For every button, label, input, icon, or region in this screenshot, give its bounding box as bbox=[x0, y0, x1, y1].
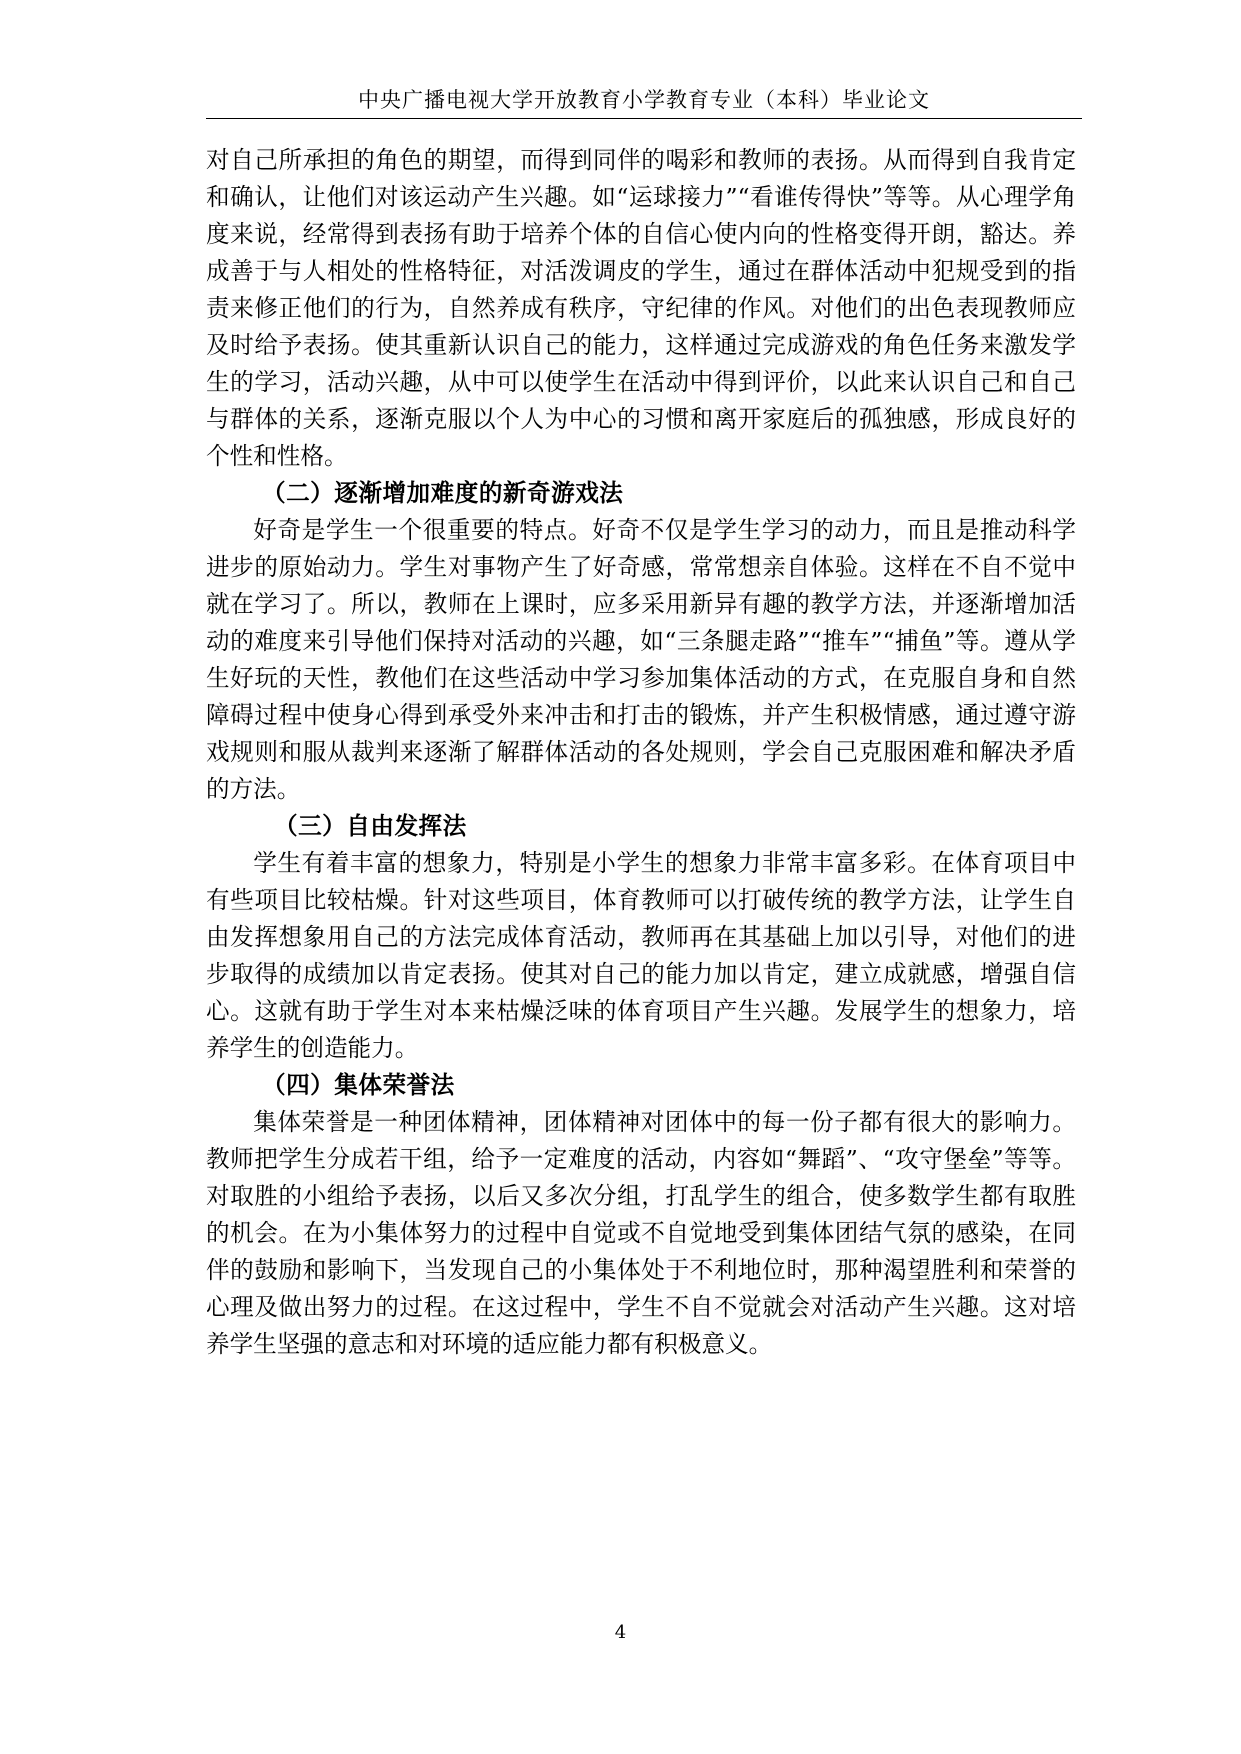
document-body bbox=[206, 142, 1076, 1363]
body-paragraph: 对自己所承担的角色的期望，而得到同伴的喝彩和教师的表扬。从而得到自我肯定和确认，让他们对该运动产生兴趣。如“运球接力”“看谁传得快”等等。从心理学角度来说，经常得到表扬有助于培养个体的自信心使内向的性格变得开朗，豁达。养成善于与人相处的性格特征，对活泼调皮的学生，通过在群体活动中犯规受到的指责来修正他们的行为，自然养成有秩序，守纪律的作风。对他们的出色表现教师应及时给予表扬。使其重新认识自己的能力，这样通过完成游戏的角色任务来激发学生的学习，活动兴趣，从中可以使学生在活动中得到评价，以此来认识自己和自己与群体的关系，逐渐克服以个人为中心的习惯和离开家庭后的孤独感，形成良好的个性和性格。 bbox=[206, 146, 1076, 470]
section-heading: （二）逐渐增加难度的新奇游戏法 bbox=[262, 479, 624, 507]
body-paragraph: 集体荣誉是一种团体精神，团体精神对团体中的每一份子都有很大的影响力。教师把学生分成若干组，给予一定难度的活动，内容如“舞蹈”、“攻守堡垒”等等。对取胜的小组给予表扬，以后又多次分组，打乱学生的组合，使多数学生都有取胜的机会。在为小集体努力的过程中自觉或不自觉地受到集体团结气氛的感染，在同伴的鼓励和影响下，当发现自己的小集体处于不利地位时，那种渴望胜利和荣誉的心理及做出努力的过程。在这过程中，学生不自不觉就会对活动产生兴趣。这对培养学生坚强的意志和对环境的适应能力都有积极意义。 bbox=[206, 1108, 1076, 1358]
page-number: 4 bbox=[614, 1622, 627, 1643]
header-divider bbox=[206, 118, 1082, 119]
body-paragraph: 好奇是学生一个很重要的特点。好奇不仅是学生学习的动力，而且是推动科学进步的原始动力。学生对事物产生了好奇感，常常想亲自体验。这样在不自不觉中就在学习了。所以，教师在上课时，应多采用新异有趣的教学方法，并逐渐增加活动的难度来引导他们保持对活动的兴趣，如“三条腿走路”“推车”“捕鱼”等。遵从学生好玩的天性，教他们在这些活动中学习参加集体活动的方式，在克服自身和自然障碍过程中使身心得到承受外来冲击和打击的锻炼，并产生积极情感，通过遵守游戏规则和服从裁判来逐渐了解群体活动的各处规则，学会自己克服困难和解决矛盾的方法。 bbox=[206, 516, 1076, 803]
page-header-title: 中央广播电视大学开放教育小学教育专业（本科）毕业论文 bbox=[358, 88, 930, 112]
section-heading: （三）自由发挥法 bbox=[274, 812, 467, 840]
body-paragraph: 学生有着丰富的想象力，特别是小学生的想象力非常丰富多彩。在体育项目中有些项目比较枯燥。针对这些项目，体育教师可以打破传统的教学方法，让学生自由发挥想象用自己的方法完成体育活动，教师再在其基础上加以引导，对他们的进步取得的成绩加以肯定表扬。使其对自己的能力加以肯定，建立成就感，增强自信心。这就有助于学生对本来枯燥泛味的体育项目产生兴趣。发展学生的想象力，培养学生的创造能力。 bbox=[206, 849, 1076, 1062]
section-heading: （四）集体荣誉法 bbox=[262, 1071, 455, 1099]
